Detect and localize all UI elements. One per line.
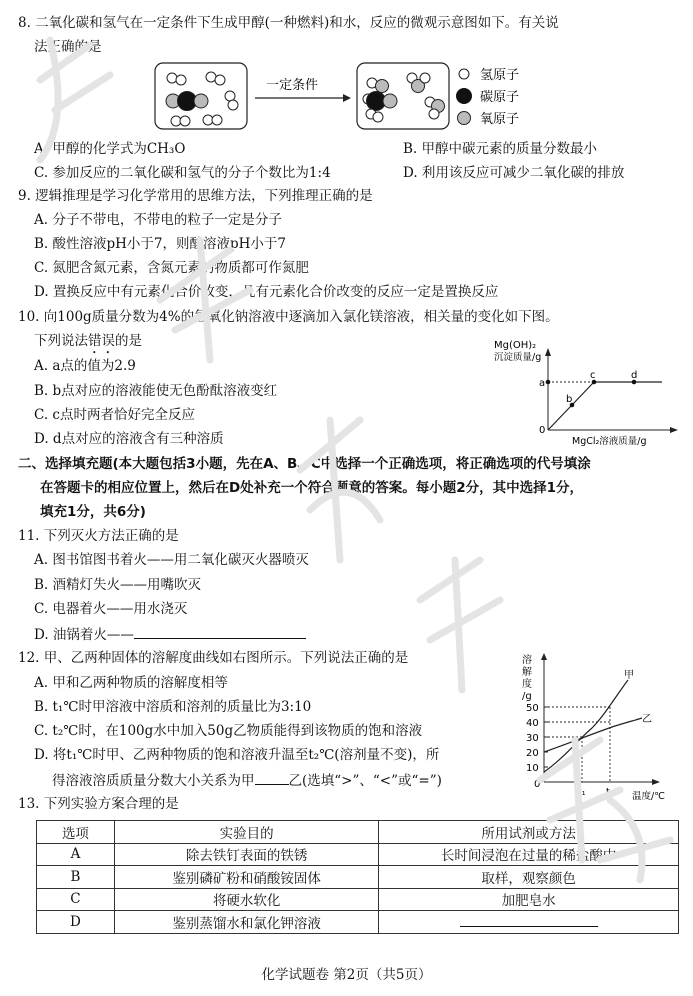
table-cell: 鉴别磷矿粉和硝酸铵固体 [114, 866, 378, 889]
section2-line2: 在答题卡的相应位置上，然后在D处补充一个符合题意的答案。每小题2分，其中选择1分， [40, 480, 583, 496]
q10-xlabel: MgCl₂溶液质量/g [572, 436, 647, 447]
table-row [37, 888, 679, 911]
q12-ytick-50: 50 [526, 703, 539, 714]
q12-stem: 12. 甲、乙两种固体的溶解度曲线如右图所示。下列说法正确的是 [18, 650, 409, 666]
q13-experiment-table [36, 820, 679, 934]
table-row [37, 866, 679, 889]
q12-ytick-20: 20 [526, 748, 539, 759]
table-cell: 长时间浸泡在过量的稀盐酸中 [379, 843, 679, 866]
q10-stem-line2 [34, 332, 142, 357]
table-cell: 除去铁钉表面的铁锈 [114, 843, 378, 866]
q12-solubility-graph [512, 650, 688, 802]
q10-ylabel-2: 沉淀质量/g [494, 352, 542, 363]
q12-xlabel: 温度/℃ [632, 791, 665, 802]
q12-option-a: A. 甲和乙两种物质的溶解度相等 [34, 675, 228, 691]
hydrogen-atom-icon [459, 69, 469, 79]
q9-option-c: C. 氮肥含氮元素，含氮元素的物质都可作氮肥 [34, 260, 309, 276]
q12-ytick-0: 0 [534, 779, 541, 790]
q10-point-d: d [631, 370, 638, 381]
page-footer: 化学试题卷 第2页（共5页） [261, 967, 432, 983]
q10-option-a: A. a点的值为2.9 [34, 358, 136, 374]
table-cell [379, 911, 679, 934]
q8-option-a: A. 甲醇的化学式为CH₃O [34, 141, 186, 157]
carbon-atom-icon [456, 88, 472, 104]
q12-ylabel-1: 解 [522, 667, 532, 678]
table-row [37, 911, 679, 934]
q10-option-b: B. b点对应的溶液能使无色酚酞溶液变红 [34, 383, 278, 399]
q12-option-d-line1: D. 将t₁℃时甲、乙两种物质的饱和溶液升温至t₂℃(溶剂量不变)，所 [34, 747, 440, 763]
table-header-cell: 所用试剂或方法 [379, 821, 679, 844]
legend-oxygen: 氧原子 [480, 112, 520, 127]
table-cell: 加肥皂水 [379, 888, 679, 911]
table-cell: 鉴别蒸馏水和氯化钾溶液 [114, 911, 378, 934]
q10-option-d: D. d点对应的溶液含有三种溶质 [34, 431, 224, 447]
q10-stem-emphasis: 错误 [88, 333, 115, 349]
q12-ylabel-0: 溶 [522, 655, 532, 666]
q12-ytick-40: 40 [526, 718, 539, 729]
q10-ylabel-1: Mg(OH)₂ [494, 340, 537, 351]
section2-line3: 填充1分，共6分) [40, 504, 146, 520]
oxygen-atom-icon [458, 112, 471, 125]
q9-option-b: B. 酸性溶液pH小于7，则酸溶液pH小于7 [34, 236, 287, 252]
q10-option-c: C. c点时两者恰好完全反应 [34, 407, 195, 423]
q12-curve-label-yi: 乙 [642, 714, 652, 725]
q13-answer-blank[interactable] [460, 912, 598, 927]
q12-ylabel-3: /g [522, 691, 532, 702]
section2-line1: 二、选择填充题(本大题包括3小题，先在A、B、C中选择一个正确选项，将正确选项的代号填涂 [18, 456, 591, 472]
q10-origin: 0 [539, 425, 546, 436]
q11-option-d-text: D. 油锅着火—— [34, 627, 134, 643]
q10-stem-line1: 10. 向100g质量分数为4%的氢氧化钠溶液中逐滴加入氯化镁溶液，相关量的变化如下图。 [18, 309, 559, 325]
q12-option-d-line2 [52, 770, 442, 790]
q8-reaction-diagram [150, 60, 690, 140]
q12-ytick-30: 30 [526, 733, 539, 744]
legend-hydrogen: 氢原子 [480, 68, 520, 83]
q12-ylabel-2: 度 [522, 679, 532, 690]
q12-option-c: C. t₂℃时，在100g水中加入50g乙物质能得到该物质的饱和溶液 [34, 723, 423, 739]
table-cell: 将硬水软化 [114, 888, 378, 911]
q12-option-d-text-b: 乙(选填“>”、“<”或“=”) [288, 773, 442, 789]
table-cell: C [37, 888, 115, 911]
q10-point-a: a [539, 378, 546, 389]
q11-option-b: B. 酒精灯失火——用嘴吹灭 [34, 577, 202, 593]
q10-stem-pre: 下列说法 [34, 333, 88, 349]
q12-xtick-t2: t₂ [606, 787, 614, 798]
q11-option-d [34, 624, 306, 644]
q8-stem-line1: 8. 二氧化碳和氢气在一定条件下生成甲醇(一种燃料)和水，反应的微观示意图如下。有关说 [18, 15, 559, 31]
q8-option-c: C. 参加反应的二氧化碳和氢气的分子个数比为1:4 [34, 165, 331, 181]
q8-option-b: B. 甲醇中碳元素的质量分数最小 [403, 141, 598, 157]
q9-stem: 9. 逻辑推理是学习化学常用的思维方法，下列推理正确的是 [18, 188, 373, 204]
q9-option-d: D. 置换反应中有元素化合价改变，凡有元素化合价改变的反应一定是置换反应 [34, 284, 499, 300]
q10-precipitate-graph [486, 336, 682, 448]
q11-option-c: C. 电器着火——用水浇灭 [34, 601, 188, 617]
q12-curve-label-jia: 甲 [624, 670, 634, 681]
arrow-label: 一定条件 [266, 78, 319, 93]
q11-stem: 11. 下列灭火方法正确的是 [18, 528, 179, 544]
table-cell: A [37, 843, 115, 866]
q12-option-d-text-a: 得溶液溶质质量分数大小关系为甲 [52, 773, 255, 789]
q10-point-b: b [566, 394, 573, 405]
q11-option-a: A. 图书馆图书着火——用二氧化碳灭火器喷灭 [34, 552, 309, 568]
table-header-cell: 选项 [37, 821, 115, 844]
q10-stem-post: 的是 [115, 333, 142, 349]
q12-answer-blank[interactable] [255, 770, 289, 785]
table-header-cell: 实验目的 [114, 821, 378, 844]
q12-xtick-t1: t₁ [578, 787, 586, 798]
q10-point-c: c [590, 370, 596, 381]
q13-stem: 13. 下列实验方案合理的是 [18, 796, 179, 812]
legend-carbon: 碳原子 [480, 90, 520, 105]
table-cell: B [37, 866, 115, 889]
q8-option-d: D. 利用该反应可减少二氧化碳的排放 [403, 165, 625, 181]
table-row [37, 843, 679, 866]
q12-ytick-10: 10 [526, 763, 539, 774]
table-header-row [37, 821, 679, 844]
table-cell: D [37, 911, 115, 934]
table-cell: 取样，观察颜色 [379, 866, 679, 889]
q12-option-b: B. t₁℃时甲溶液中溶质和溶剂的质量比为3:10 [34, 699, 312, 715]
q8-stem-line2: 法正确的是 [34, 39, 102, 55]
q11-answer-blank[interactable] [134, 624, 306, 639]
q9-option-a: A. 分子不带电，不带电的粒子一定是分子 [34, 212, 282, 228]
